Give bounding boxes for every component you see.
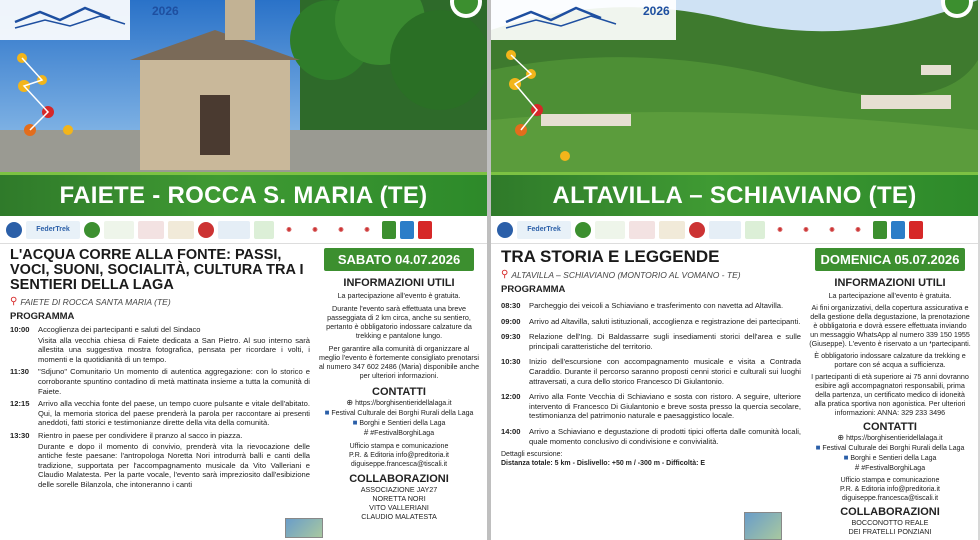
collab-item: VITO VALLERIANI bbox=[369, 503, 429, 512]
hashtag-icon: # bbox=[854, 463, 860, 472]
hero-photo-village bbox=[491, 0, 978, 180]
program-text: "Sdjuno" Comunitario Un momento di autentica aggregazione: con lo storico e corroborante spuntino contadino di metà mattinata insieme a tutta la comunità di Faiete. bbox=[38, 367, 310, 396]
hashtag-label: #FestivalBorghiLaga bbox=[370, 430, 435, 437]
facebook-label: Festival Culturale dei Borghi Rurali della Laga bbox=[331, 410, 474, 417]
year-label: 2026 bbox=[152, 4, 179, 18]
program-row bbox=[501, 332, 801, 351]
program-time: 11:30 bbox=[10, 367, 30, 377]
slowfood-logo: ◉ bbox=[829, 227, 835, 233]
program-text: Arrivo alla Fonte Vecchia di Schiaviano e sosta con ristoro. A seguire, ulteriore intervento di Francesco Di Giulantonio e breve sosta presso la quercia secolare, testimonianza del patrimonio naturale e paesaggistico locale. bbox=[529, 392, 801, 421]
info-text: Durante l'evento sarà effettuata una breve passeggiata di 2 km circa, anche su sentiero, pertanto è obbligatorio indossare calzature da trekking e pantalone lungo. bbox=[326, 304, 472, 340]
program-column bbox=[10, 248, 310, 490]
program-heading: PROGRAMMA bbox=[501, 284, 566, 295]
federtrek-logo: FederTrek bbox=[517, 221, 571, 239]
info-heading: INFORMAZIONI UTILI bbox=[834, 277, 946, 289]
press-email: P.R. & Editoria info@preditoria.it bbox=[349, 452, 449, 459]
globe-icon: ⊕ bbox=[346, 398, 354, 407]
hashtag-label: #FestivalBorghiLaga bbox=[861, 465, 926, 472]
banner-title: FAIETE - ROCCA S. MARIA (TE) bbox=[0, 172, 487, 216]
contact-hashtag bbox=[318, 428, 480, 438]
program-text: Arrivo alla vecchia fonte del paese, un tempo cuore pulsante e vitale dell'abitato. Qui, la memoria storica del paese prenderà la parola per raccontare ai presenti aneddoti, fatti storici e testimonianze dirette della vita della comunità. bbox=[38, 399, 310, 428]
program-time: 12:15 bbox=[10, 399, 30, 409]
contact-web[interactable] bbox=[809, 433, 971, 443]
program-row bbox=[501, 317, 801, 327]
province-logo-icon bbox=[198, 222, 214, 238]
program-text: Visita alla vecchia chiesa di Faiete dedicata a San Pietro. Al suo interno sarà allestita una suggestiva mostra fotografica, pensata per ricordare i volti, i momenti e la quotidianità di un tempo. bbox=[38, 335, 310, 364]
location-pin-icon: ⚲ bbox=[501, 269, 509, 280]
globe-icon: ⊕ bbox=[837, 433, 845, 442]
program-row bbox=[10, 336, 310, 365]
emblem-icon bbox=[497, 222, 513, 238]
program-row bbox=[10, 367, 310, 396]
program-time: 09:30 bbox=[501, 332, 521, 342]
partner-logo-icon bbox=[138, 221, 164, 239]
facebook-icon: ■ bbox=[324, 408, 330, 417]
press-office: Ufficio stampa e comunicazione bbox=[840, 477, 940, 484]
program-row bbox=[501, 357, 801, 386]
program-column bbox=[501, 248, 801, 468]
year-label: 2026 bbox=[643, 4, 670, 18]
university-logo-icon bbox=[659, 221, 685, 239]
website-link[interactable]: https://borghisentieridellalaga.it bbox=[846, 435, 943, 442]
place-label: ALTAVILLA – SCHIAVIANO (MONTORIO AL VOMANO - TE) bbox=[511, 269, 741, 280]
province-logo-icon bbox=[689, 222, 705, 238]
program-text: Arrivo ad Altavilla, saluti istituzionali, accoglienza e registrazione dei partecipanti. bbox=[529, 316, 801, 326]
info-text: La partecipazione all'evento è gratuita. bbox=[337, 291, 461, 300]
facebook-icon: ■ bbox=[843, 453, 849, 462]
collab-item: DEI FRATELLI PONZIANI bbox=[848, 527, 932, 536]
press-email: P.R. & Editoria info@preditoria.it bbox=[840, 486, 940, 493]
university-logo-icon bbox=[168, 221, 194, 239]
program-row bbox=[10, 442, 310, 490]
tercas-logo bbox=[595, 221, 625, 239]
partner-logo-icon bbox=[629, 221, 655, 239]
place-label: FAIETE DI ROCCA SANTA MARIA (TE) bbox=[20, 296, 171, 307]
press-office: Ufficio stampa e comunicazione bbox=[349, 443, 449, 450]
info-column bbox=[318, 248, 480, 521]
tercas-logo bbox=[104, 221, 134, 239]
partner-logo-icon bbox=[909, 221, 923, 239]
info-text: La partecipazione all'evento è gratuita. bbox=[828, 291, 952, 300]
slowfood-logo: ◉ bbox=[803, 227, 809, 233]
federtrek-logo: FederTrek bbox=[26, 221, 80, 239]
program-text: Parcheggio dei veicoli a Schiaviano e trasferimento con navetta ad Altavilla. bbox=[529, 301, 784, 310]
event-date: SABATO 04.07.2026 bbox=[324, 248, 474, 271]
info-column bbox=[809, 248, 971, 536]
program-row bbox=[501, 392, 801, 421]
program-time: 09:00 bbox=[501, 316, 521, 326]
program-row bbox=[501, 427, 801, 446]
contacts-heading: CONTATTI bbox=[863, 421, 917, 433]
map-thumbnail bbox=[285, 518, 323, 538]
slowfood-logo: ◉ bbox=[855, 227, 861, 233]
program-time: 14:00 bbox=[501, 426, 521, 436]
program-row bbox=[10, 431, 310, 441]
facebook-icon: ■ bbox=[815, 443, 821, 452]
details-label: Dettagli escursione: bbox=[501, 451, 563, 459]
program-text: Rientro in paese per condividere il pranzo al sacco in piazza. bbox=[38, 430, 243, 440]
partner-logo-icon bbox=[745, 221, 765, 239]
collab-item: BOCCONOTTO REALE bbox=[851, 518, 929, 527]
program-text: Relazione dell'Ing. Di Baldassarre sugli insediamenti storici dell'area e sulle principali caratteristiche del territorio. bbox=[529, 332, 801, 351]
program-row bbox=[501, 301, 801, 311]
slowfood-logo: ◉ bbox=[312, 227, 318, 233]
sponsor-logos bbox=[491, 216, 978, 244]
partner-logo-icon bbox=[254, 221, 274, 239]
program-text: Inizio dell'escursione con accompagnamento musicale e visita a Contrada Caraddio. Durante il percorso saranno proposti cenni storici e culturali sui luoghi attraversati, a cura dello storico Francesco Di Giulantonio. bbox=[529, 357, 801, 386]
contact-facebook-2[interactable] bbox=[318, 418, 480, 428]
press-email-2: diguiseppe.francesca@tiscali.it bbox=[350, 461, 448, 468]
collab-item: CLAUDIO MALATESTA bbox=[361, 512, 437, 521]
facebook-icon: ■ bbox=[352, 418, 358, 427]
partner-logo-icon bbox=[218, 221, 250, 239]
program-text: Arrivo a Schiaviano e degustazione di prodotti tipici offerta dalle comunità locali, quale momento conclusivo di condivisione e convivialità. bbox=[529, 426, 801, 446]
program-row bbox=[10, 399, 310, 428]
event-place bbox=[10, 296, 310, 307]
contact-facebook[interactable] bbox=[809, 443, 971, 453]
info-text: Ai fini organizzativi, della copertura assicurativa e della gestione della degustazione, la prenotazione è obbligatoria e dovrà essere effettuata inviando un messaggio WhatsApp al numero 339 150 1955 (Giuseppe). L'evento è riservato a un ❛partecipanti. bbox=[809, 303, 971, 348]
press-email-2: diguiseppe.francesca@tiscali.it bbox=[841, 495, 939, 502]
partner-logo-icon bbox=[709, 221, 741, 239]
park-logo-icon bbox=[575, 222, 591, 238]
partner-logo-icon bbox=[400, 221, 414, 239]
program-heading: PROGRAMMA bbox=[10, 311, 75, 322]
contact-facebook[interactable] bbox=[318, 408, 480, 418]
website-link[interactable]: https://borghisentieridellalaga.it bbox=[355, 400, 452, 407]
park-logo-icon bbox=[84, 222, 100, 238]
slowfood-logo: ◉ bbox=[286, 227, 292, 233]
program-time bbox=[10, 442, 38, 490]
info-text: È obbligatorio indossare calzature da trekking e portare con sé acqua a sufficienza. bbox=[814, 351, 966, 369]
event-headline: TRA STORIA E LEGGENDE bbox=[501, 247, 720, 266]
sponsor-logos bbox=[0, 216, 487, 244]
partner-logo-icon bbox=[891, 221, 905, 239]
facebook-label: Borghi e Sentieri della Laga bbox=[359, 420, 446, 427]
program-text: Durante e dopo il momento di convivio, prenderà vita la rievocazione delle antiche feste paesane: l'antropologa Noretta Nori introdurrà balli e canti della tradizione, supportata per l'accompagnamento musicale da Vito Valleriani e Claudio Malatesta. Per la parte vocale, l'evento sarà impreziosito dall'esibizione delle sorelle Bilanzola, che intoneranno i canti bbox=[38, 441, 310, 489]
collab-heading: COLLABORAZIONI bbox=[840, 506, 940, 518]
info-text: I partecipanti di età superiore ai 75 anni dovranno esibire agli accompagnatori responsabili, prima della partenza, un certificato medico di idoneità alla pratica sportiva non agonistica. Per ulteriori informazioni: ANNA: 329 233 3496 bbox=[811, 372, 969, 417]
partner-logo-icon bbox=[382, 221, 396, 239]
program-time: 12:00 bbox=[501, 392, 521, 402]
info-heading: INFORMAZIONI UTILI bbox=[343, 277, 455, 289]
program-text: Accoglienza dei partecipanti e saluti del Sindaco bbox=[38, 325, 201, 334]
contact-facebook-2[interactable] bbox=[809, 453, 971, 463]
poster-faiete bbox=[0, 0, 487, 540]
event-date: DOMENICA 05.07.2026 bbox=[815, 248, 965, 271]
map-thumbnail bbox=[744, 512, 782, 540]
program-time: 10:30 bbox=[501, 357, 521, 367]
contact-hashtag bbox=[809, 463, 971, 473]
program-time: 13:30 bbox=[10, 430, 30, 440]
event-place bbox=[501, 269, 801, 280]
emblem-icon bbox=[6, 222, 22, 238]
details-text: Distanza totale: 5 km - Dislivello: +50 m / -300 m - Difficoltà: E bbox=[501, 460, 706, 468]
collab-item: NORETTA NORI bbox=[372, 494, 426, 503]
program-time bbox=[10, 336, 38, 365]
location-pin-icon: ⚲ bbox=[10, 296, 18, 307]
program-time: 10:00 bbox=[10, 325, 30, 334]
slowfood-logo: ◉ bbox=[364, 227, 370, 233]
hero-photo-church bbox=[0, 0, 487, 180]
info-text: Per garantire alla comunità di organizzare al meglio l'evento è fortemente consigliato prenotarsi al numero 347 602 2486 (Maria) disponibile anche per ulteriori informazioni. bbox=[318, 344, 480, 380]
hashtag-icon: # bbox=[363, 428, 369, 437]
facebook-label: Borghi e Sentieri della Laga bbox=[850, 455, 937, 462]
contacts-heading: CONTATTI bbox=[372, 386, 426, 398]
slowfood-logo: ◉ bbox=[338, 227, 344, 233]
collab-heading: COLLABORAZIONI bbox=[349, 473, 449, 485]
partner-logo-icon bbox=[873, 221, 887, 239]
facebook-label: Festival Culturale dei Borghi Rurali della Laga bbox=[822, 445, 965, 452]
program-row bbox=[10, 325, 310, 335]
poster-altavilla bbox=[491, 0, 978, 540]
event-headline: L'ACQUA CORRE ALLA FONTE: PASSI, VOCI, SUONI, SOCIALITÀ, CULTURA TRA I SENTIERI DELLA LAGA bbox=[10, 247, 304, 293]
banner-title: ALTAVILLA – SCHIAVIANO (TE) bbox=[491, 172, 978, 216]
contact-web[interactable] bbox=[318, 398, 480, 408]
slowfood-logo: ◉ bbox=[777, 227, 783, 233]
hike-details bbox=[501, 450, 801, 468]
collab-item: ASSOCIAZIONE JAY27 bbox=[360, 485, 438, 494]
partner-logo-icon bbox=[418, 221, 432, 239]
program-time: 08:30 bbox=[501, 301, 521, 310]
